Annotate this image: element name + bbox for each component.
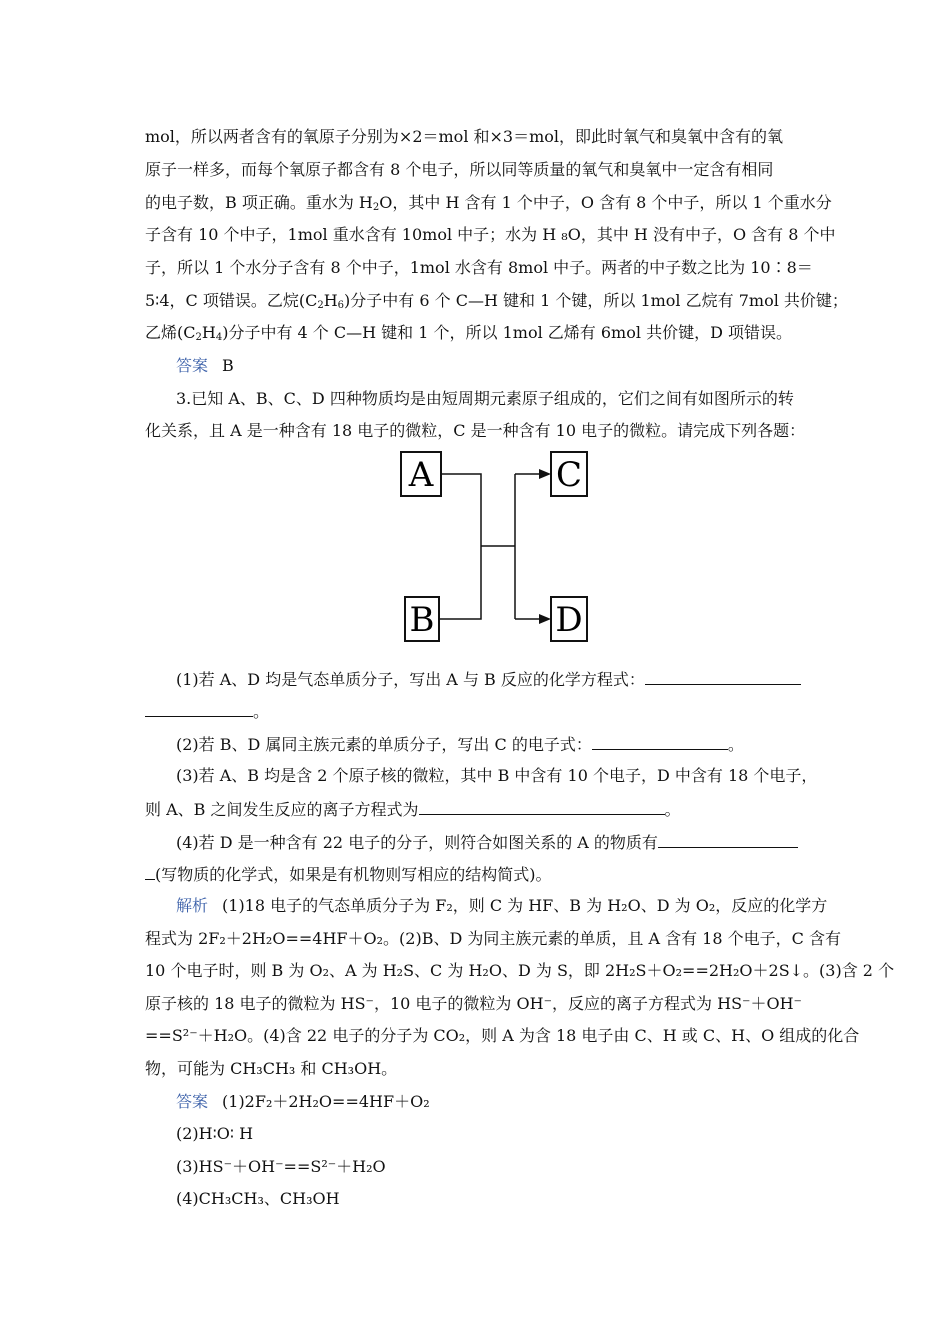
text: (2)若 B、D 属同主族元素的单质分子，写出 C 的电子式：	[176, 735, 592, 754]
answer-label: 答案	[176, 356, 209, 375]
answer-blank[interactable]	[645, 668, 801, 685]
subscript: 2	[195, 332, 202, 343]
text: (1)18 电子的气态单质分子为 F₂，则 C 为 HF、B 为 H₂O、D 为 O₂，反应的化学方	[222, 896, 828, 915]
question-line1: 3.已知 A、B、C、D 四种物质均是由短周期元素原子组成的，它们之间有如图所示的转	[176, 389, 794, 408]
analysis-line2: 程式为 2F₂＋2H₂O==4HF＋O₂。(2)B、D 为同主族元素的单质，且 A 含有 18 个电子，C 含有	[145, 929, 841, 948]
subscript: 4	[215, 332, 223, 343]
para1-line2: 原子一样多，而每个氧原子都含有 8 个电子，所以同等质量的氧气和臭氧中一定含有相同	[145, 160, 774, 179]
answer-2-line1	[176, 1092, 430, 1112]
answer-2-line4: (4)CH₃CH₃、CH₃OH	[176, 1189, 340, 1208]
box-b-label: B	[409, 600, 435, 640]
analysis-label: 解析	[176, 896, 209, 915]
subq-3-line1: (3)若 A、B 均是含 2 个原子核的微粒，其中 B 中含有 10 个电子，D 中含有 18 个电子，	[176, 766, 818, 785]
subq-2	[176, 733, 744, 755]
answer-2-line2: (2)H∶O∶ H	[176, 1124, 254, 1143]
box-a-label: A	[408, 455, 434, 495]
text: 。	[727, 735, 744, 754]
para1-line1: mol，所以两者含有的氧原子分别为×2＝mol 和×3＝mol，即此时氧气和臭氧中含有的氧	[145, 127, 784, 146]
para1-line5: 子，所以 1 个水分子含有 8 个中子，1mol 水含有 8mol 中子。两者的中子数之比为 10∶8＝	[145, 258, 813, 277]
answer-1	[176, 356, 234, 376]
answer-blank[interactable]	[419, 798, 665, 815]
arrow-to-c	[539, 469, 551, 479]
text: 的电子数，B 项正确。重水为 H	[145, 193, 373, 212]
text: (4)若 D 是一种含有 22 电子的分子，则符合如图关系的 A 的物质有	[176, 833, 658, 852]
subq-1-cont	[145, 700, 269, 722]
analysis-line5: ==S²⁻＋H₂O。(4)含 22 电子的分子为 CO₂，则 A 为含 18 电子由 C、H 或 C、H、O 组成的化合	[145, 1026, 860, 1045]
text: 5∶4，C 项错误。乙烷(C	[145, 291, 318, 310]
analysis-line3: 10 个电子时，则 B 为 O₂、A 为 H₂S、C 为 H₂O、D 为 S，即 2H₂S＋O₂==2H₂O＋2S↓。(3)含 2 个	[145, 961, 895, 980]
subq-4-line2	[145, 863, 552, 885]
text: 。	[253, 702, 270, 721]
subq-3-line2	[145, 798, 681, 820]
answer-value: B	[222, 356, 234, 375]
question-line2: 化关系，且 A 是一种含有 18 电子的微粒，C 是一种含有 10 电子的微粒。请完成下列各题：	[145, 421, 806, 440]
connector-lines	[439, 474, 541, 619]
analysis-line4: 原子核的 18 电子的微粒为 HS⁻，10 电子的微粒为 OH⁻，反应的离子方程式为 HS⁻＋OH⁻	[145, 994, 802, 1013]
text: 乙烯(C	[145, 323, 196, 342]
analysis-line1	[176, 896, 827, 916]
para1-line7	[145, 323, 792, 343]
answer-2-line3: (3)HS⁻＋OH⁻==S²⁻＋H₂O	[176, 1157, 386, 1176]
para1-line4: 子含有 10 个中子，1mol 重水含有 10mol 中子；水为 H ₈O，其中 H 没有中子，O 含有 8 个中	[145, 225, 836, 244]
subq-4-line1	[176, 831, 798, 853]
text: 。	[664, 800, 681, 819]
answer-blank[interactable]	[145, 700, 253, 717]
arrow-to-d	[539, 614, 551, 624]
text: (1)若 A、D 均是气态单质分子，写出 A 与 B 反应的化学方程式：	[176, 670, 645, 689]
para1-line3	[145, 193, 832, 213]
text: 则 A、B 之间发生反应的离子方程式为	[145, 800, 419, 819]
text: H	[323, 291, 338, 310]
text: (1)2F₂＋2H₂O==4HF＋O₂	[222, 1092, 430, 1111]
subscript: 2	[317, 300, 324, 311]
text: )分子中有 6 个 C—H 键和 1 个键，所以 1mol 乙烷有 7mol 共价键；	[344, 291, 848, 310]
text: )分子中有 4 个 C—H 键和 1 个，所以 1mol 乙烯有 6mol 共价键，D 项错误。	[222, 323, 792, 342]
answer-blank[interactable]	[145, 863, 155, 880]
text: H	[201, 323, 216, 342]
box-c-label: C	[555, 455, 583, 495]
subscript: 2	[372, 202, 380, 213]
analysis-line6: 物，可能为 CH₃CH₃ 和 CH₃OH。	[145, 1059, 398, 1078]
text: (写物质的化学式，如果是有机物则写相应的结构简式)。	[155, 865, 552, 884]
conversion-diagram	[395, 440, 595, 650]
answer-label: 答案	[176, 1092, 209, 1111]
text: O，其中 H 含有 1 个中子，O 含有 8 个中子，所以 1 个重水分	[379, 193, 832, 212]
para1-line6	[145, 291, 848, 311]
answer-blank[interactable]	[658, 831, 798, 848]
answer-blank[interactable]	[592, 733, 728, 750]
subq-1	[176, 668, 801, 690]
box-d-label: D	[555, 600, 583, 640]
subscript: 6	[337, 300, 345, 311]
